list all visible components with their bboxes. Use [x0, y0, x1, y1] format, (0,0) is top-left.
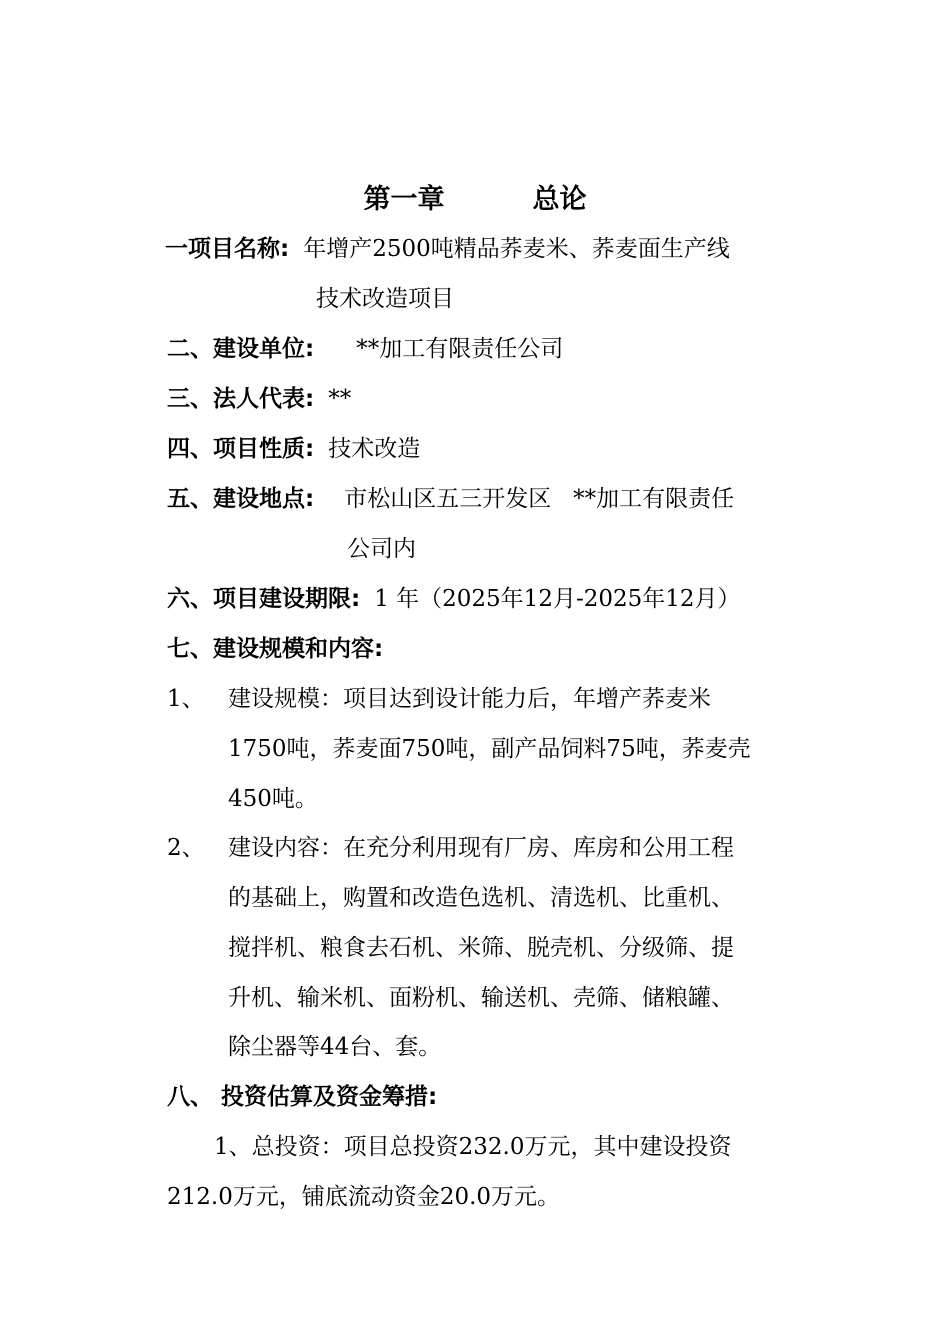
section-value: 技术改造 — [328, 436, 421, 462]
section-period — [167, 584, 741, 614]
section-label: 四、项目性质: — [167, 436, 315, 462]
chapter-title — [0, 183, 950, 217]
list-item-text: 升机、输米机、面粉机、输送机、壳筛、储粮罐、 — [228, 985, 734, 1011]
section-value: ** — [328, 386, 352, 412]
chapter-number: 第一章 — [363, 184, 445, 215]
list-item-number: 1、 — [167, 686, 205, 712]
section-project-name — [165, 234, 730, 264]
section-label: 三、法人代表: — [167, 386, 315, 412]
section-value: **加工有限责任公司 — [356, 336, 564, 362]
list-item-text: 除尘器等44台、套。 — [228, 1034, 442, 1060]
section-builder — [167, 334, 563, 364]
section-project-name-cont: 技术改造项目 — [316, 286, 454, 312]
section-legal-rep — [167, 384, 351, 414]
list-item-number: 2、 — [167, 835, 205, 861]
section-value: 1 年（2025年12月-2025年12月） — [374, 586, 741, 612]
section-location-cont: 公司内 — [347, 536, 416, 562]
section-value: 年增产2500吨精品荞麦米、荞麦面生产线 — [303, 236, 730, 262]
paragraph-text: 212.0万元，铺底流动资金20.0万元。 — [167, 1184, 561, 1210]
section-project-nature — [167, 434, 420, 464]
list-item-text: 建设内容：在充分利用现有厂房、库房和公用工程 — [228, 835, 734, 861]
list-item-text: 的基础上，购置和改造色选机、清选机、比重机、 — [228, 885, 734, 911]
list-item-text: 1750吨，荞麦面750吨，副产品饲料75吨，荞麦壳 — [228, 736, 751, 762]
section-value: 市松山区五三开发区 **加工有限责任 — [344, 486, 735, 512]
chapter-name: 总论 — [532, 184, 587, 215]
list-item-text: 450吨。 — [228, 786, 318, 812]
section-investment-label: 八、 投资估算及资金筹措: — [167, 1084, 438, 1110]
list-item-text: 建设规模：项目达到设计能力后，年增产荞麦米 — [228, 686, 711, 712]
section-scale-label: 七、建设规模和内容: — [167, 636, 384, 662]
list-item-text: 搅拌机、粮食去石机、米筛、脱壳机、分级筛、提 — [228, 935, 734, 961]
paragraph-text: 1、总投资：项目总投资232.0万元，其中建设投资 — [214, 1134, 732, 1160]
section-label: 五、建设地点: — [167, 486, 315, 512]
section-label: 一项目名称: — [165, 236, 290, 262]
section-label: 二、建设单位: — [167, 336, 315, 362]
section-location — [167, 484, 734, 514]
section-label: 六、项目建设期限: — [167, 586, 361, 612]
